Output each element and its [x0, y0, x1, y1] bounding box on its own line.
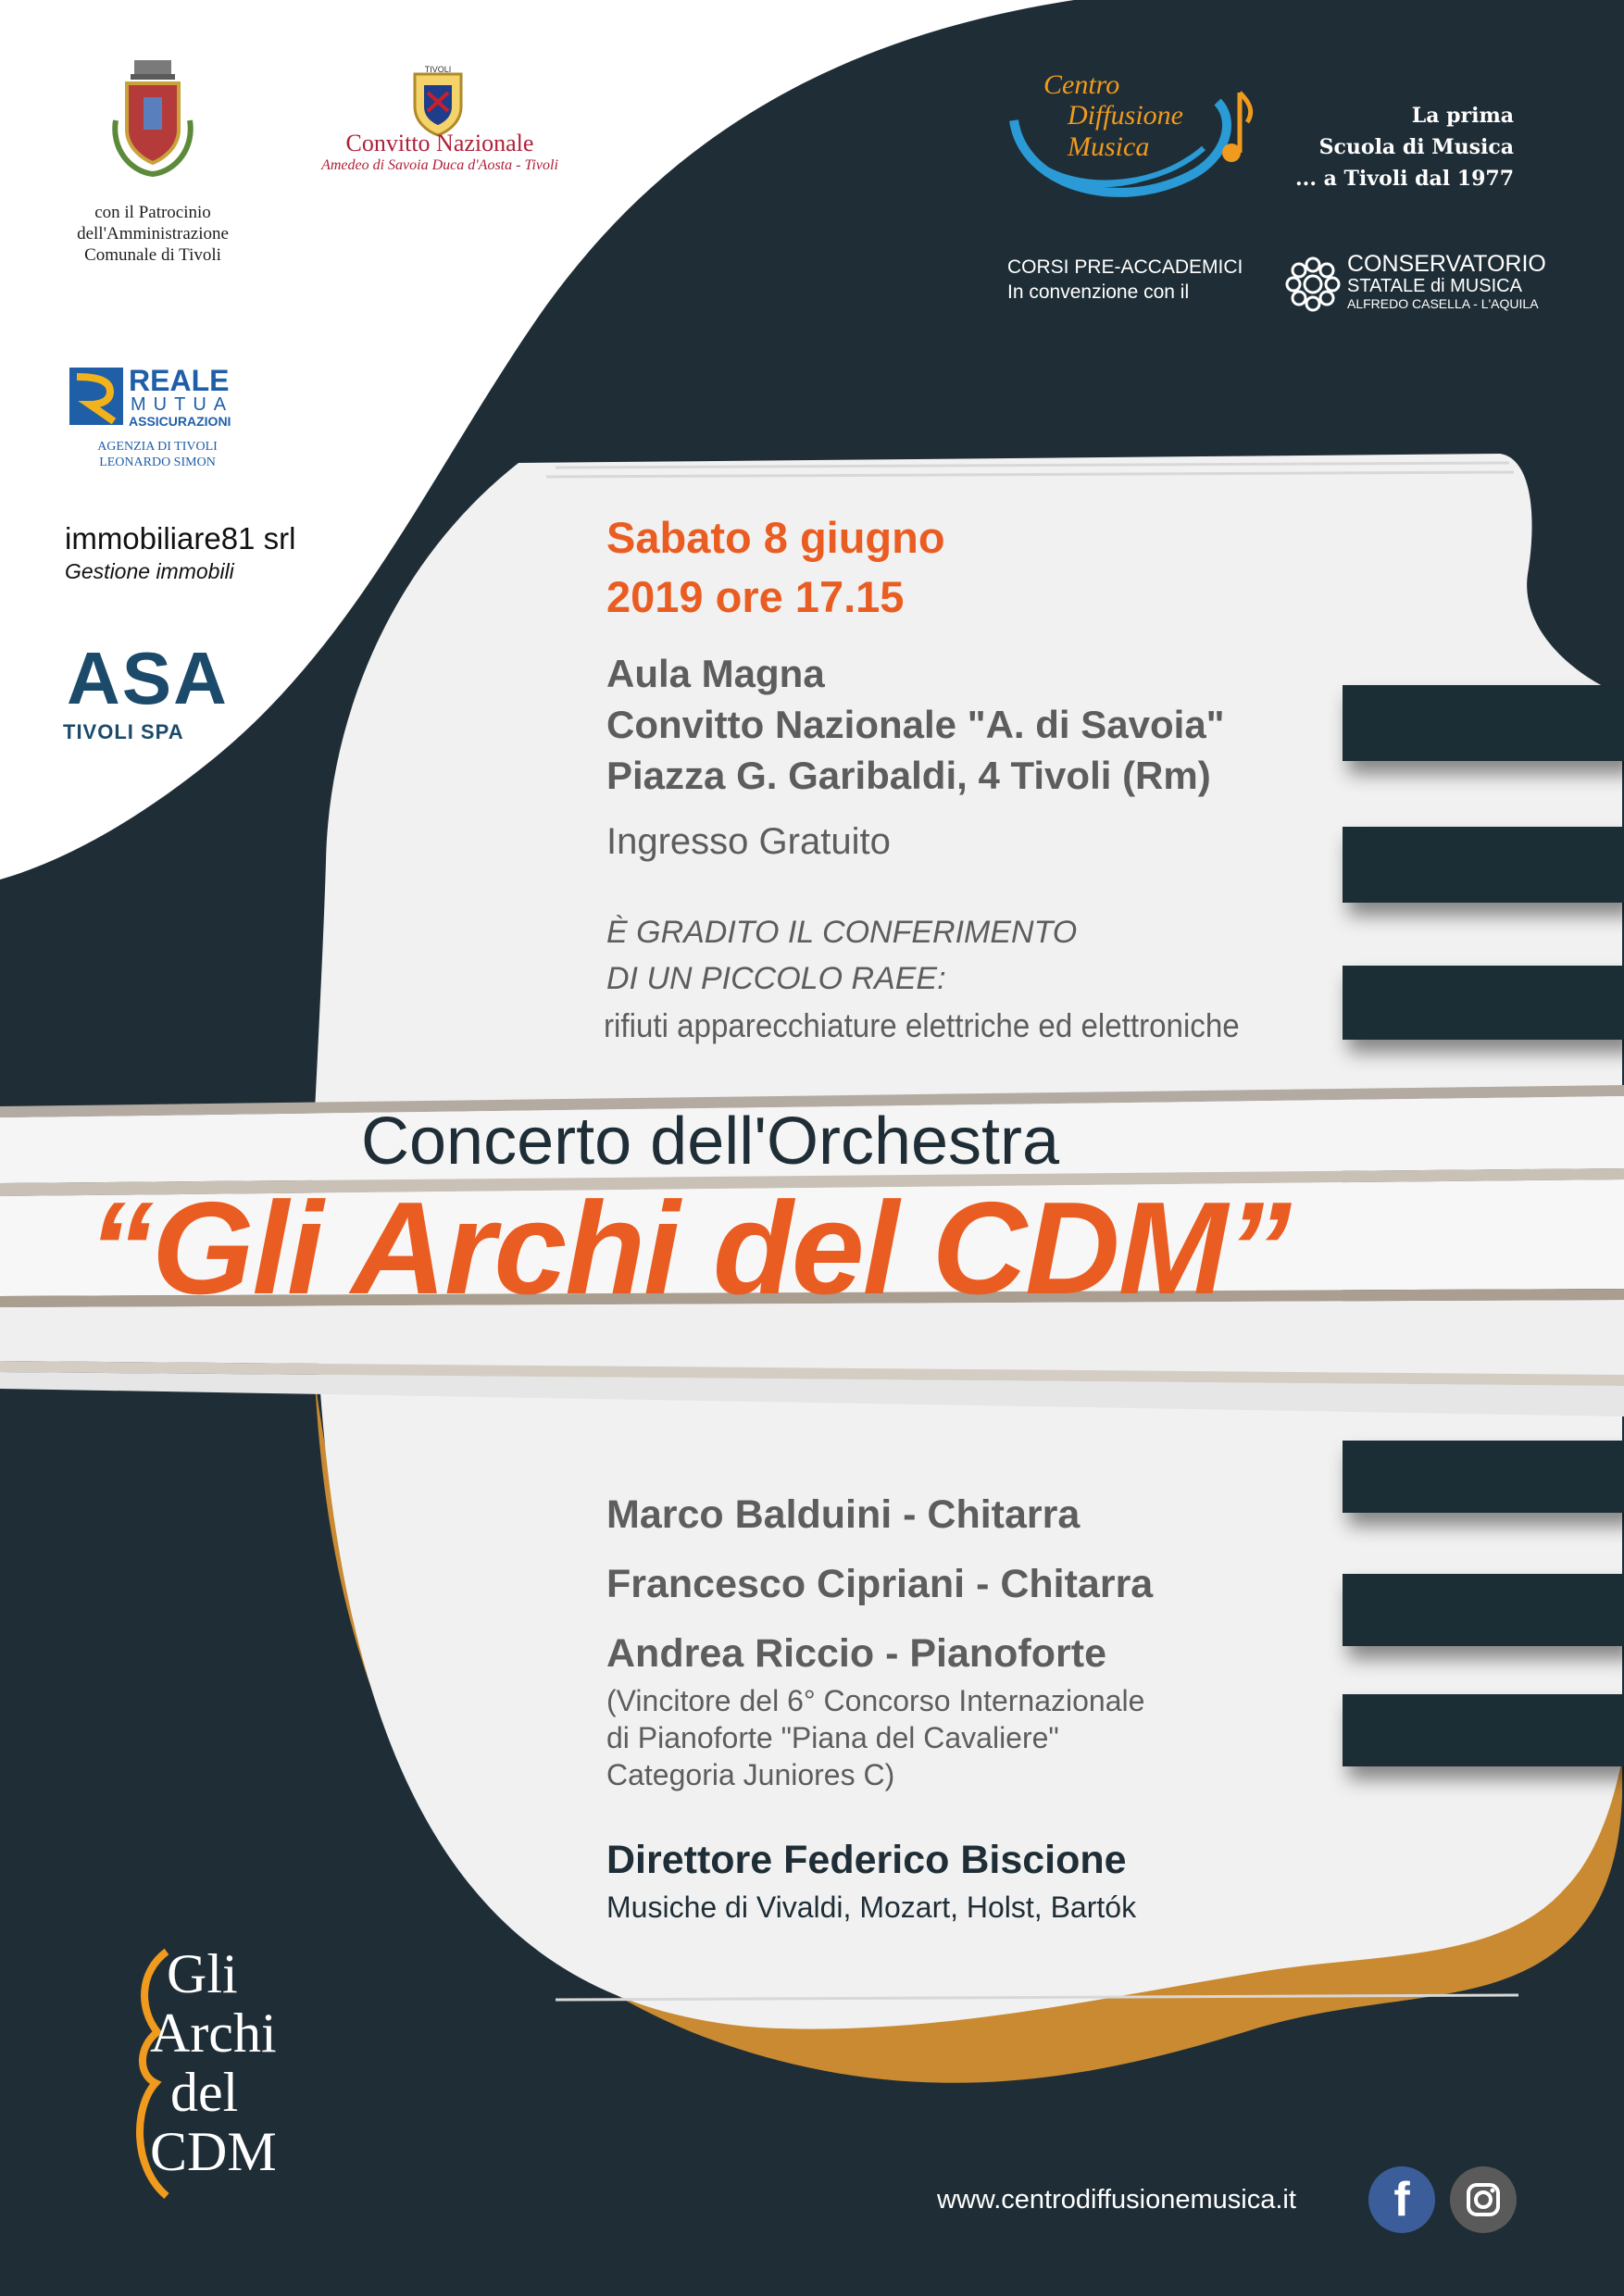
archi-logo-line-1: Gli: [167, 1943, 238, 2004]
reale-mutua-logo: [69, 366, 245, 430]
conservatorio-logo: [1282, 252, 1560, 317]
cdm-tagline: [1268, 100, 1514, 194]
reale-r-icon: [69, 368, 123, 425]
coat-of-arms-icon: [106, 56, 199, 181]
music-list: Musiche di Vivaldi, Mozart, Holst, Bartók: [606, 1890, 1137, 1924]
performer-3: Andrea Riccio - Pianoforte: [606, 1631, 1106, 1676]
instagram-icon: [1450, 2166, 1517, 2233]
convitto-crest: [407, 65, 468, 139]
courses-line-1: CORSI PRE-ACCADEMICI: [1007, 256, 1243, 278]
archi-logo-line-3: del: [170, 2062, 239, 2123]
raee-line-1: È GRADITO IL CONFERIMENTO: [606, 915, 1078, 950]
crest-text: TIVOLI: [424, 65, 452, 74]
convitto-subtitle: Amedeo di Savoia Duca d'Aosta - Tivoli: [321, 157, 558, 173]
agency-line-2: LEONARDO SIMON: [99, 455, 216, 469]
reale-line-1: REALE: [129, 364, 230, 397]
cdm-logo-line-1: Centro: [1043, 69, 1120, 100]
archi-logo-line-2: Archi: [150, 2003, 277, 2064]
cdm-logo: [1005, 65, 1259, 218]
asa-subtitle: TIVOLI SPA: [63, 720, 184, 743]
performer-1: Marco Balduini - Chitarra: [606, 1492, 1081, 1537]
reale-line-3: ASSICURAZIONI: [129, 414, 231, 429]
raee-line-2: DI UN PICCOLO RAEE:: [606, 961, 946, 996]
patrocinio-line-3: Comunale di Tivoli: [84, 245, 221, 265]
director: Direttore Federico Biscione: [606, 1838, 1127, 1882]
immobiliare-name: immobiliare81 srl: [65, 521, 296, 555]
conservatorio-line-1: CONSERVATORIO: [1347, 251, 1546, 277]
archi-logo-line-4: CDM: [150, 2121, 277, 2182]
immobiliare-tagline: Gestione immobili: [65, 559, 234, 583]
performer-2: Francesco Cipriani - Chitarra: [606, 1562, 1154, 1606]
conservatorio-line-3: ALFREDO CASELLA - L'AQUILA: [1347, 296, 1539, 311]
cdm-logo-line-3: Musica: [1068, 131, 1150, 162]
comune-coat-of-arms: [106, 56, 199, 181]
patrocinio-line-2: dell'Amministrazione: [77, 224, 229, 243]
riccio-note-line-2: di Pianoforte "Piana del Cavaliere": [606, 1721, 1059, 1754]
agency-line-1: AGENZIA DI TIVOLI: [97, 440, 218, 454]
riccio-note-line-1: (Vincitore del 6° Concorso Internazionale: [606, 1684, 1145, 1717]
concert-pretitle: Concerto dell'Orchestra: [361, 1104, 1060, 1179]
website-link[interactable]: www.centrodiffusionemusica.it: [937, 2185, 1296, 2215]
instagram-button[interactable]: [1450, 2166, 1517, 2233]
convitto-title: Convitto Nazionale: [345, 130, 534, 156]
patrocinio-line-1: con il Patrocinio: [94, 203, 211, 222]
venue-line-1: Aula Magna: [606, 652, 825, 695]
asa-logo: ASA: [67, 637, 229, 719]
comune-patrocinio-text: [51, 202, 255, 266]
reale-line-2: MUTUA: [131, 394, 234, 415]
riccio-note-line-3: Categoria Juniores C): [606, 1758, 895, 1791]
riccio-note: [606, 1682, 1144, 1793]
facebook-button[interactable]: [1368, 2166, 1435, 2233]
facebook-icon: f: [1393, 2173, 1410, 2227]
reale-agency: [65, 439, 250, 470]
event-date-line-1: Sabato 8 giugno: [606, 513, 945, 562]
conservatorio-line-2: STATALE di MUSICA: [1347, 276, 1522, 296]
venue: [606, 648, 1225, 801]
mandala-icon: [1282, 254, 1343, 315]
courses-text: [1007, 255, 1243, 305]
venue-line-2: Convitto Nazionale "A. di Savoia": [606, 703, 1225, 746]
cdm-logo-line-2: Diffusione: [1068, 100, 1183, 131]
crest-icon: [407, 65, 468, 139]
event-date-line-2: 2019 ore 17.15: [606, 572, 905, 621]
tagline-line-2: Scuola di Musica: [1318, 135, 1514, 159]
tagline-line-3: ... a Tivoli dal 1977: [1295, 167, 1514, 191]
archi-logo: [130, 1944, 315, 2203]
admission-text: Ingresso Gratuito: [606, 821, 891, 862]
courses-line-2: In convenzione con il: [1007, 281, 1190, 303]
tagline-line-1: La prima: [1411, 104, 1514, 128]
raee-line-3: rifiuti apparecchiature elettriche ed elettroniche: [604, 1006, 1240, 1044]
venue-line-3: Piazza G. Garibaldi, 4 Tivoli (Rm): [606, 754, 1211, 797]
concert-main-title: “Gli Archi del CDM”: [88, 1175, 1290, 1322]
